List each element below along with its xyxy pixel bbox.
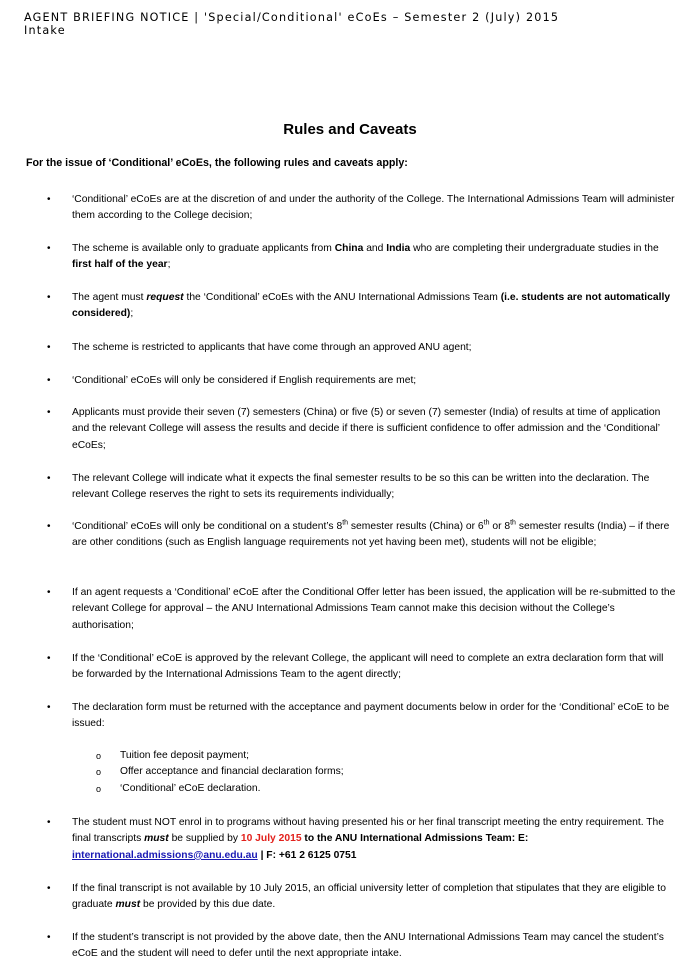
item-text: ‘Conditional’ eCoEs are at the discretion of and under the authority of the College. The International Admissions Team will administer them according to the College decision; [72, 194, 675, 222]
list-item-5 [47, 373, 676, 389]
item-text: If an agent requests a ‘Conditional’ eCoE after the Conditional Offer letter has been issued, the application will be re-submitted to the relevant College for approval – the ANU International Admissions Team cannot make this decision without the College’s authorisation; [72, 587, 676, 631]
superscript: th [342, 519, 349, 527]
bullet: • [47, 473, 51, 484]
emphasis-must: must [144, 833, 169, 845]
bullet: • [47, 817, 51, 828]
emphasis-china: China [334, 243, 364, 254]
list-item-11 [47, 700, 676, 733]
email-link[interactable]: international.admissions@anu.edu.au [72, 849, 258, 861]
item-text: who are completing their undergraduate studies in the [410, 243, 659, 254]
bullet: • [47, 883, 51, 894]
bullet: • [47, 521, 51, 532]
sub-bullet: o [96, 767, 102, 777]
header-line-2: Intake [24, 23, 66, 37]
bullet: • [47, 342, 51, 353]
sub-bullet: o [96, 751, 102, 761]
bullet: • [47, 932, 51, 943]
fax-number: | F: +61 2 6125 0751 [257, 849, 357, 861]
bullet: • [47, 292, 51, 303]
item-text: The relevant College will indicate what it expects the final semester results to be so this can be written into the declaration. The relevant College reserves the right to sets its requirements individually; [72, 473, 650, 501]
item-text: semester results (India) – if there are other conditions (such as English language requirements not yet having been met), students will not be eligible; [72, 521, 670, 549]
list-item-10 [47, 651, 676, 684]
list-item-4 [47, 340, 676, 356]
sub-list-item-1 [96, 748, 249, 764]
sub-item-text: ‘Conditional’ eCoE declaration. [120, 783, 261, 794]
sub-item-text: Offer acceptance and financial declaration forms; [120, 766, 344, 777]
emphasis-request: request [146, 292, 184, 303]
item-text: or 8 [489, 521, 511, 532]
list-item-9 [47, 585, 676, 634]
item-text: The scheme is available only to graduate applicants from [72, 243, 335, 254]
page-title: Rules and Caveats [283, 121, 417, 138]
item-text: the ‘Conditional’ eCoEs with the ANU International Admissions Team [183, 292, 501, 303]
item-text: If the ‘Conditional’ eCoE is approved by the relevant College, the applicant will need to complete an extra declaration form that will be forwarded by the International Admissions Team to the agent directly; [72, 653, 664, 681]
bullet: • [47, 194, 51, 205]
item-text: ; [167, 259, 171, 271]
bullet: • [47, 702, 51, 713]
list-item-7 [47, 471, 676, 504]
sub-list-item-2 [96, 764, 344, 780]
item-text: The student must NOT enrol in to programs without having presented his or her final transcript meeting the entry requirement. The final transcripts [72, 817, 664, 845]
deadline-date: 10 July 2015 [240, 833, 302, 845]
sub-item-text: Tuition fee deposit payment; [120, 750, 249, 761]
item-text: ; [130, 308, 134, 320]
item-text: Applicants must provide their seven (7) semesters (China) or five (5) or seven (7) semester (India) of results at time of application and the relevant College will assess the results and decide if there is sufficient confidence to offer admission and the ‘Conditional’ eCoEs; [72, 407, 661, 451]
emphasis-not-automatic: (i.e. students are not automatically considered) [72, 292, 671, 320]
list-item-12 [47, 815, 676, 864]
item-text: If the final transcript is not available by 10 July 2015, an official university letter of completion that stipulates that they are eligible to graduate [72, 883, 666, 911]
superscript: th [510, 519, 516, 527]
item-text: semester results (China) or 6 [348, 521, 484, 532]
item-text: If the student’s transcript is not provided by the above date, then the ANU International Admissions Team may cancel the student’s eCoE and the student will need to defer until the next appropriate intake. [72, 932, 664, 960]
superscript: th [483, 519, 490, 527]
list-item-14 [47, 930, 676, 963]
list-item-1 [47, 192, 676, 225]
item-text: ‘Conditional’ eCoEs will only be considered if English requirements are met; [72, 375, 417, 386]
intro-text: For the issue of ‘Conditional’ eCoEs, the following rules and caveats apply: [26, 157, 408, 169]
item-text: The agent must [72, 292, 147, 303]
emphasis-india: India [386, 243, 411, 254]
list-item-6 [47, 405, 676, 454]
sub-bullet: o [96, 784, 102, 794]
bullet: • [47, 407, 51, 418]
sub-list-item-3 [96, 781, 261, 797]
emphasis-first-half: first half of the year [72, 259, 168, 271]
emphasis-must: must [115, 899, 141, 911]
list-item-8 [47, 519, 676, 552]
list-item-13 [47, 881, 676, 914]
bullet: • [47, 375, 51, 386]
item-text: The declaration form must be returned with the acceptance and payment documents below in order for the ‘Conditional’ eCoE to be issued: [72, 702, 670, 730]
list-item-3 [47, 290, 676, 323]
list-item-2 [47, 241, 676, 274]
item-text: The scheme is restricted to applicants that have come through an approved ANU agent; [72, 342, 472, 353]
header-line-1: AGENT BRIEFING NOTICE | 'Special/Conditional' eCoEs – Semester 2 (July) 2015 [24, 11, 560, 24]
item-text: to the ANU International Admissions Team: E: [301, 833, 529, 845]
bullet: • [47, 587, 51, 598]
item-text: and [363, 243, 387, 254]
document-header [24, 12, 664, 37]
bullet: • [47, 653, 51, 664]
item-text: be provided by this due date. [140, 899, 276, 911]
item-text: be supplied by [168, 833, 241, 845]
bullet: • [47, 243, 51, 254]
item-text: ‘Conditional’ eCoEs will only be conditional on a student’s 8 [72, 521, 343, 532]
